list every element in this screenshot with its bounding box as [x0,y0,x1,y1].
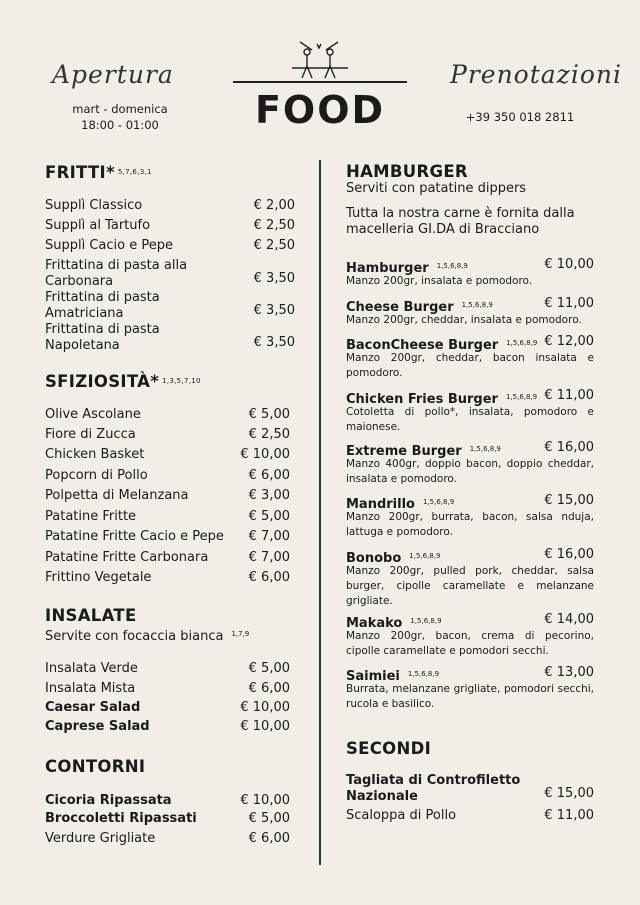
burger-description: Manzo 400gr, doppio bacon, doppio cheddar, insalata e pomodoro. [346,458,594,485]
section-title-sfiziosita: SFIZIOSITÀ* $^{1,3,5,7,10}$ [45,372,201,391]
burger-item [346,493,594,540]
burger-description: Manzo 200gr, cheddar, bacon insalata e pomodoro. [346,352,594,379]
burger-item [346,547,594,609]
title-rule [233,81,407,83]
menu-item: Frittatina di pasta alla Carbonara € 3,50 [45,258,295,289]
burger-price: € 16,00 [544,440,594,455]
burger-allergens: 1,5,6,8,9 [422,498,455,506]
burger-name: BaconCheese Burger [346,338,499,353]
booking-script: Prenotazioni [450,60,622,89]
burger-description: Manzo 200gr, pulled pork, cheddar, salsa burger, cipolle caramellate e melanzane grigliate. [346,565,594,607]
burger-item [346,388,594,435]
burger-description: Cotoletta di pollo*, insalata, pomodoro e maionese. [346,406,594,433]
burger-price: € 11,00 [544,388,594,403]
section-title-contorni: CONTORNI [45,757,146,776]
logo-icon [290,38,350,80]
column-divider [319,160,321,865]
section-title-hamburger: HAMBURGER [346,162,468,181]
menu-item: Frittatina di pasta Napoletana € 3,50 [45,322,295,353]
allergens-sfiziosita: 1,3,5,7,10 [162,377,201,385]
burger-allergens: 1,5,6,8,9 [436,262,468,270]
burger-name: Chicken Fries Burger [346,392,498,407]
burger-price: € 15,00 [544,493,594,508]
burger-description: Manzo 200gr, burrata, bacon, salsa nduja, lattuga e pomodoro. [346,511,594,538]
opening-days: mart - domenica [72,102,168,116]
burger-allergens: 1,5,6,8,9 [469,445,501,453]
section-title-fritti: FRITTI* $^{5,7,6,3,1}$ [45,163,152,182]
menu-item: Tagliata di Controfiletto Nazionale € 15,00 [346,773,594,804]
page-title: FOOD [254,88,386,132]
burger-item [346,296,594,328]
burger-allergens: 1,5,6,8,9 [407,670,440,678]
burger-description: Manzo 200gr, cheddar, insalata e pomodoro. [346,314,582,326]
burger-name: Saimiei [346,669,400,684]
burger-price: € 13,00 [544,665,594,680]
burger-item [346,257,594,289]
burger-name: Mandrillo [346,497,415,512]
opening-script: Apertura [52,60,174,89]
burger-name: Hamburger [346,261,429,276]
burger-name: Bonobo [346,551,402,566]
burger-item [346,334,594,381]
burger-price: € 12,00 [544,334,594,349]
insalate-subtitle: Servite con focaccia bianca $^{1,7,9}$ [45,629,250,644]
hamburger-note-line2: macelleria GI.DA di Bracciano [346,222,540,237]
section-title-secondi: SECONDI [346,739,432,758]
burger-allergens: 1,5,6,8,9 [410,617,442,625]
burger-price: € 10,00 [544,257,594,272]
allergens-insalate: 1,7,9 [231,630,250,638]
burger-item [346,612,594,659]
allergens-fritti: 5,7,6,3,1 [117,168,152,176]
burger-description: Manzo 200gr, bacon, crema di pecorino, cipolle caramellate e pomodori secchi. [346,630,594,657]
burger-item [346,440,594,487]
burger-description: Burrata, melanzane grigliate, pomodori secchi, rucola e basilico. [346,683,594,710]
section-title-insalate: INSALATE [45,606,137,625]
burger-name: Cheese Burger [346,300,454,315]
opening-hours: 18:00 - 01:00 [81,118,159,132]
burger-allergens: 1,5,6,8,9 [461,301,493,309]
burger-name: Extreme Burger [346,444,462,459]
hamburger-note-line1: Tutta la nostra carne è fornita dalla [346,206,575,221]
burger-price: € 11,00 [544,296,594,311]
burger-price: € 16,00 [544,547,594,562]
burger-allergens: 1,5,6,8,9 [506,339,538,347]
menu-item: Frittatina di pasta Amatriciana € 3,50 [45,290,295,321]
burger-description: Manzo 200gr, insalata e pomodoro. [346,275,533,287]
burger-item [346,665,594,712]
phone-number: +39 350 018 2811 [465,110,575,124]
hamburger-subtitle: Serviti con patatine dippers [346,181,527,196]
burger-name: Makako [346,616,403,631]
burger-price: € 14,00 [544,612,594,627]
burger-allergens: 1,5,6,8,9 [409,552,441,560]
burger-allergens: 1,5,6,8,9 [505,393,538,401]
